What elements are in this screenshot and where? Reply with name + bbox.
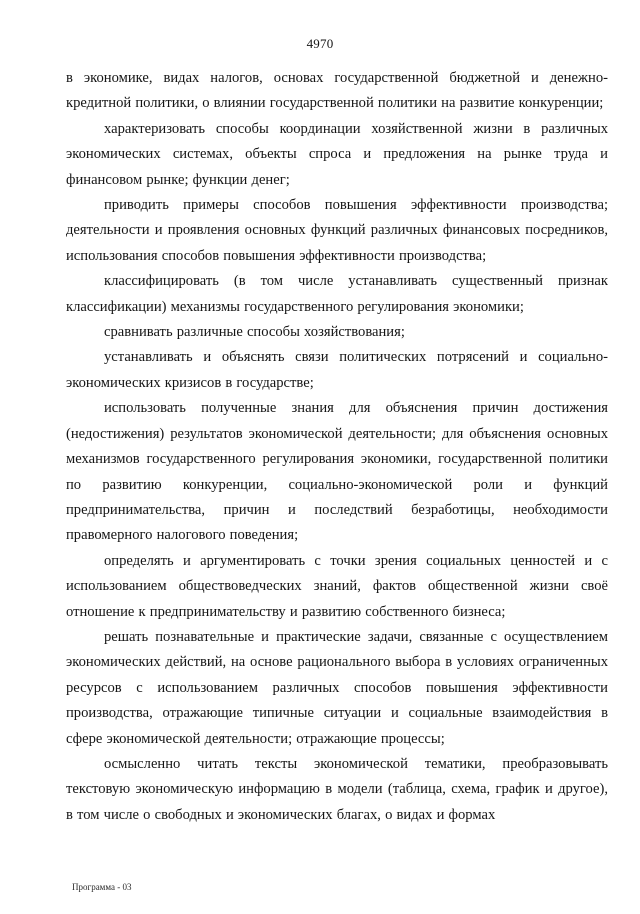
paragraph-read-texts: осмысленно читать тексты экономической тематики, преобразовывать текстовую экономическую информацию в модели (таблица, схема, график и другое), в том числе о свободных и экономических благах, о видах и формах (66, 755, 608, 823)
paragraph-characterize: характеризовать способы координации хозяйственной жизни в различных экономических системах, объекты спроса и предложения на рынке труда и финансовом рынке; функции денег; (66, 120, 608, 188)
page-number: 4970 (306, 36, 334, 51)
paragraph-argue: определять и аргументировать с точки зрения социальных ценностей и с использованием обществоведческих знаний, фактов общественной жизни своё отношение к предпринимательству и развитию собственного бизнеса; (66, 552, 608, 620)
paragraph-compare: сравнивать различные способы хозяйствования; (104, 324, 405, 341)
paragraph-use-knowledge: использовать полученные знания для объяснения причин достижения (недостижения) результатов экономической деятельности; для объяснения основных механизмов государственного регулирования экономики, государственной политики по развитию конкуренции, социально-экономической роли и функций предпринимательства, причин и последствий безработицы, необходимости правомерного налогового поведения; (66, 400, 608, 544)
paragraph-establish-links: устанавливать и объяснять связи политических потрясений и социально-экономических кризисов в государстве; (66, 349, 608, 391)
paragraph-solve-tasks: решать познавательные и практические задачи, связанные с осуществлением экономических действий, на основе рационального выбора в условиях ограниченных ресурсов с использованием различных способов повышения эффективности производства, отражающие типичные ситуации и социальные взаимодействия в сфере экономической деятельности; отражающие процессы; (66, 628, 608, 747)
body-text (66, 66, 608, 828)
paragraph-give-examples: приводить примеры способов повышения эффективности производства; деятельности и проявления основных функций различных финансовых посредников, использования способов повышения эффективности производства; (66, 197, 608, 264)
paragraph-classify: классифицировать (в том числе устанавливать существенный признак классификации) механизмы государственного регулирования экономики; (66, 273, 608, 315)
footer-label: Программа - 03 (72, 882, 132, 892)
paragraph-continuation: в экономике, видах налогов, основах государственной бюджетной и денежно-кредитной политики, о влиянии государственной политики на развитие конкуренции; (66, 70, 608, 112)
